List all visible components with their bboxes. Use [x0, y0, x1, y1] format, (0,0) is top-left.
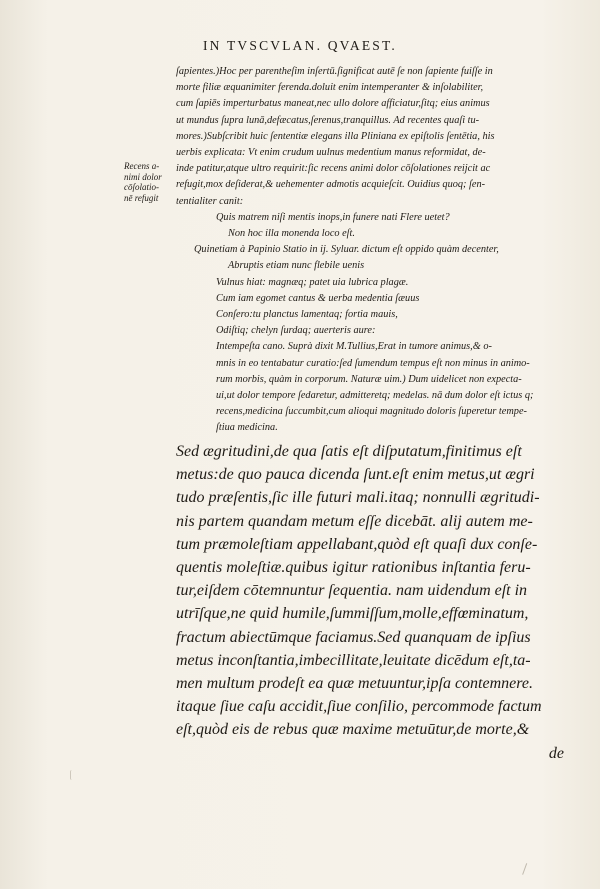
paper-mark	[522, 863, 533, 877]
commentary-line: tentialiter canit:	[176, 195, 244, 207]
main-text-line: quentis moleſtiæ.quibus igitur rationibus inſtantia feru-	[176, 559, 531, 577]
verse-line: Quis matrem niſi mentis inops,in funere nati Flere uetet?	[216, 211, 450, 223]
main-text-line: tur,eiſdem cōtemnuntur ſequentia. nam uidendum eſt in	[176, 582, 528, 600]
commentary-line: morte filiæ æquanimiter ferenda.doluit enim intemperanter & inſolabiliter,	[176, 82, 484, 94]
commentary-line: recens,medicina ſuccumbit,cum alioqui magnitudo doloris ſuperetur tempe-	[216, 406, 527, 418]
commentary-line: Intempeſta cano. Suprà dixit M.Tullius,Erat in tumore animus,& o-	[216, 341, 492, 353]
commentary-line: ſtiua medicina.	[216, 422, 278, 434]
verse-line: Abruptis etiam nunc flebile uenis	[228, 260, 365, 272]
verse-line: Cum iam egomet cantus & uerba medentia ſæuus	[216, 292, 420, 304]
main-text-line: tum præmoleſtiam appellabant,quòd eſt quaſi dux conſe-	[176, 535, 538, 553]
margin-note-line: cōſolatio-	[124, 182, 159, 192]
margin-note-line: nē refugit	[124, 192, 159, 203]
commentary-line: mnis in eo tentabatur curatio:ſed ſumendum tempus eſt non minus in animo-	[216, 357, 530, 369]
commentary-line: mores.)Subſcribit huic ſententiæ elegans illa Pliniana ex epiſtolis ſentētia, his	[176, 130, 495, 142]
commentary-block	[176, 64, 564, 437]
commentary-line: ſapientes.)Hoc per parentheſim inſertū.ſignificat autē ſe non ſapiente fuiſſe in	[176, 66, 493, 77]
commentary-line: refugit,mox deſiderat,& uehementer admotis acquieſcit. Ouidius quoq; ſen-	[176, 179, 486, 191]
main-text-line: metus inconſtantia,imbecillitate,leuitate dicēdum eſt,ta-	[176, 651, 531, 669]
main-text-line: eſt,quòd eis de rebus quæ maxime metuūtur,de morte,&	[176, 721, 530, 739]
margin-note	[124, 161, 176, 203]
commentary-line: ut mundus ſupra lunā,defæcatus,ſerenus,tranquillus. Ad recentes quaſi tu-	[176, 114, 480, 126]
verse-line: Odiſtiq; chelyn ſurdaq; auerteris aure:	[216, 325, 376, 337]
commentary-line: rum morbis, quàm in corporum. Naturæ uim.) Dum uidelicet non expecta-	[216, 373, 522, 385]
main-text-line: tudo præſentis,ſic ille futuri mali.itaq; nonnulli ægritudi-	[176, 489, 540, 507]
statius-intro: Quinetiam à Papinio Statio in ij. Syluar. dictum eſt oppido quàm decenter,	[194, 244, 499, 256]
verse-line: Conſero:tu planctus lamentaq; fortia mauis,	[216, 309, 398, 321]
main-text-block	[176, 440, 568, 765]
margin-note-line: Recens a-	[124, 161, 160, 171]
margin-note-line: nimi dolor	[124, 171, 162, 182]
verse-line: Vulnus hiat: magnæq; patet uia lubrica plagæ.	[216, 276, 409, 288]
commentary-line: inde patitur,atque ultro requirit:ſic recens animi dolor cōſolationes reijcit ac	[176, 163, 491, 175]
main-text-line: men multum prodeſt ea quæ metuuntur,ipſa contemnere.	[176, 675, 533, 693]
commentary-line: uerbis explicata: Vt enim crudum uulnus medentium manus reformidat, de-	[176, 147, 486, 159]
commentary-line: cum ſapiēs imperturbatus maneat,nec ullo dolore afficiatur,ſitq; eius animus	[176, 98, 490, 110]
main-text-line: itaque ſiue caſu accidit,ſiue conſilio, percommode factum	[176, 698, 542, 716]
main-text-line: fractum abiectūmque faciamus.Sed quanquam de ipſius	[176, 628, 531, 646]
catchword: de	[548, 744, 564, 762]
paper-mark	[70, 770, 75, 780]
main-text-line: Sed ægritudini,de qua ſatis eſt diſputatum,finitimus eſt	[176, 443, 522, 460]
commentary-line: ui,ut dolor tempore ſedaretur, admitteretq; medelas. nā dum dolor eſt ictus q;	[216, 390, 534, 402]
running-header: IN TVSCVLAN. QVAEST.	[202, 38, 397, 53]
main-text-line: metus:de quo pauca dicenda ſunt.eſt enim metus,ut ægri	[176, 466, 535, 484]
main-text-line: utrīſque,ne quid humile,ſummiſſum,molle,effœminatum,	[176, 605, 529, 623]
main-text-line: nis partem quandam metum eſſe dicebāt. alij autem me-	[176, 512, 533, 530]
verse-line: Non hoc illa monenda loco eſt.	[228, 228, 355, 240]
